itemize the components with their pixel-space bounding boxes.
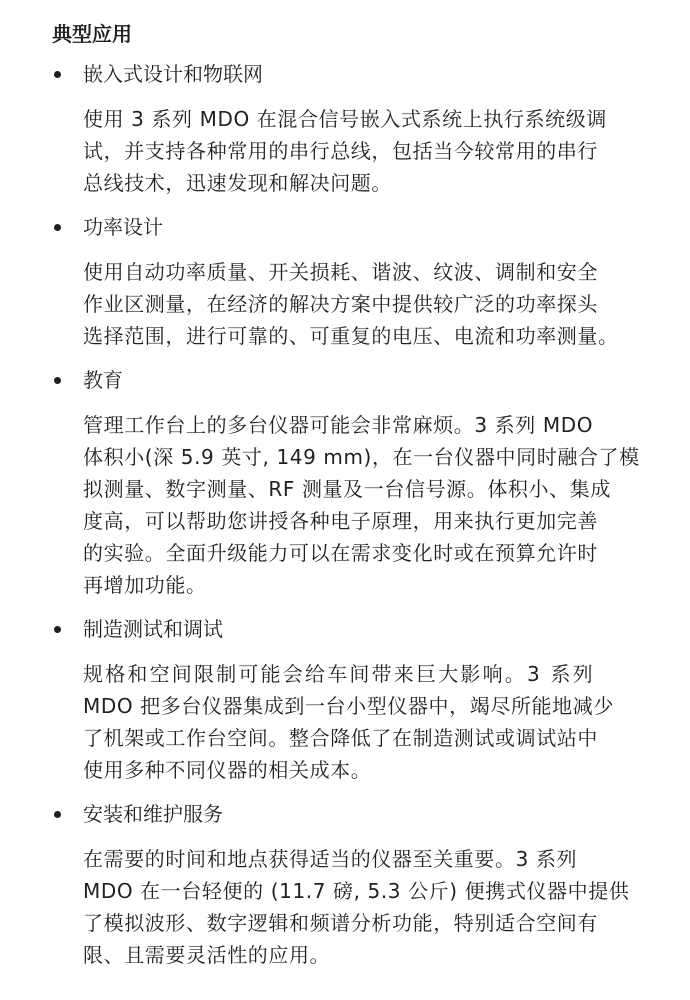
bullet-title: 教育: [83, 368, 123, 392]
bullet-item: [52, 798, 650, 830]
body-line: 总线技术，迅速发现和解决问题。: [83, 171, 392, 195]
body-line: MDO 在一台轻便的 (11.7 磅, 5.3 公斤) 便携式仪器中提供: [83, 879, 630, 903]
bullet-title: 嵌入式设计和物联网: [83, 62, 263, 86]
body-line: 使用 3 系列 MDO 在混合信号嵌入式系统上执行系统级调: [83, 107, 607, 131]
body-line: 作业区测量，在经济的解决方案中提供较广泛的功率探头: [83, 292, 598, 316]
body-line: 的实验。全面升级能力可以在需求变化时或在预算允许时: [83, 541, 598, 565]
body-line: 在需要的时间和地点获得适当的仪器至关重要。3 系列: [83, 847, 578, 871]
section-body: [52, 658, 650, 786]
bullet-item: [52, 613, 650, 645]
body-line: 规格和空间限制可能会给车间带来巨大影响。3 系列: [83, 662, 595, 686]
body-line: 了模拟波形、数字逻辑和频谱分析功能，特别适合空间有: [83, 911, 598, 935]
body-line: 管理工作台上的多台仪器可能会非常麻烦。3 系列 MDO: [83, 413, 594, 437]
body-line: 选择范围，进行可靠的、可重复的电压、电流和功率测量。: [83, 324, 619, 348]
application-section: [52, 364, 650, 601]
body-line: 限、且需要灵活性的应用。: [83, 943, 331, 967]
body-line: 再增加功能。: [83, 573, 207, 597]
bullet-icon: [54, 71, 61, 78]
application-section: [52, 211, 650, 352]
bullet-item: [52, 364, 650, 396]
bullet-title: 安装和维护服务: [83, 802, 223, 826]
body-line: 体积小(深 5.9 英寸, 149 mm)，在一台仪器中同时融合了模: [83, 445, 640, 469]
body-line: 使用多种不同仪器的相关成本。: [83, 758, 372, 782]
body-line: MDO 把多台仪器集成到一台小型仪器中，竭尽所能地减少: [83, 694, 614, 718]
bullet-item: [52, 58, 650, 90]
section-body: [52, 843, 650, 971]
bullet-title: 制造测试和调试: [83, 617, 223, 641]
section-heading: 典型应用: [52, 22, 132, 46]
bullet-icon: [54, 377, 61, 384]
application-section: [52, 613, 650, 786]
body-line: 试，并支持各种常用的串行总线，包括当今较常用的串行: [83, 139, 598, 163]
application-section: [52, 798, 650, 971]
body-line: 了机架或工作台空间。整合降低了在制造测试或调试站中: [83, 726, 598, 750]
bullet-icon: [54, 224, 61, 231]
bullet-item: [52, 211, 650, 243]
section-body: [52, 103, 650, 199]
application-section: [52, 58, 650, 199]
bullet-icon: [54, 626, 61, 633]
body-line: 拟测量、数字测量、RF 测量及一台信号源。体积小、集成: [83, 477, 611, 501]
bullet-title: 功率设计: [83, 215, 163, 239]
body-line: 度高，可以帮助您讲授各种电子原理，用来执行更加完善: [83, 509, 598, 533]
section-body: [52, 256, 650, 352]
body-line: 使用自动功率质量、开关损耗、谐波、纹波、调制和安全: [83, 260, 598, 284]
bullet-icon: [54, 811, 61, 818]
section-body: [52, 409, 650, 601]
